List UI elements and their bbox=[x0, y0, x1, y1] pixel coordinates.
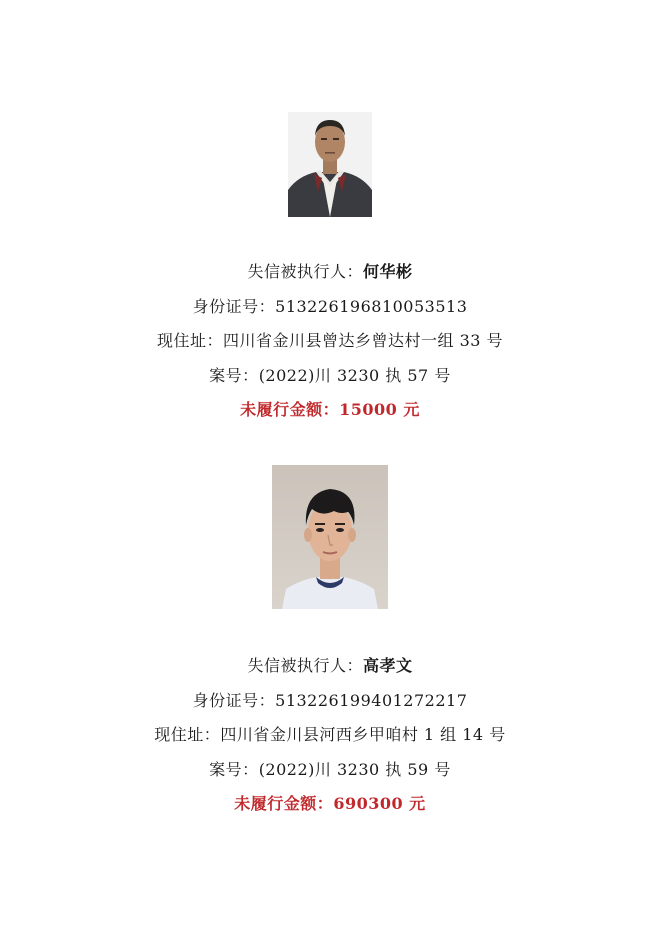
case-number: (2022)川 3230 执 57 号 bbox=[258, 365, 451, 385]
id-number-line bbox=[0, 290, 660, 325]
case-number-line bbox=[0, 753, 660, 788]
debtor-info-2 bbox=[0, 649, 660, 822]
debtor-info-1 bbox=[0, 255, 660, 428]
case-number-line bbox=[0, 359, 660, 394]
debtor-name-line bbox=[0, 255, 660, 290]
debtor-name: 何华彬 bbox=[363, 262, 413, 281]
address-value: 四川省金川县河西乡甲咱村 1 组 14 号 bbox=[220, 725, 506, 744]
case-label: 案号： bbox=[209, 365, 259, 385]
address-line bbox=[0, 718, 660, 753]
debtor-photo-1 bbox=[288, 112, 372, 217]
address-line bbox=[0, 324, 660, 359]
unpaid-amount-line bbox=[0, 393, 660, 428]
amount-label: 未履行金额： bbox=[234, 794, 334, 813]
unpaid-amount: 690300 元 bbox=[333, 794, 426, 813]
debtor-record-1 bbox=[0, 112, 660, 428]
debtor-photo-2 bbox=[272, 465, 388, 609]
debtor-label: 失信被执行人： bbox=[247, 262, 363, 281]
id-label: 身份证号： bbox=[192, 296, 276, 316]
unpaid-amount-line bbox=[0, 787, 660, 822]
debtor-record-2 bbox=[0, 465, 660, 822]
id-number: 513226199401272217 bbox=[275, 690, 468, 710]
debtor-label: 失信被执行人： bbox=[247, 656, 363, 675]
address-value: 四川省金川县曾达乡曾达村一组 33 号 bbox=[222, 331, 504, 350]
id-number: 513226196810053513 bbox=[275, 296, 468, 316]
id-number-line bbox=[0, 684, 660, 719]
case-number: (2022)川 3230 执 59 号 bbox=[258, 759, 451, 779]
address-label: 现住址： bbox=[156, 331, 223, 350]
address-label: 现住址： bbox=[154, 725, 221, 744]
debtor-name: 高孝文 bbox=[363, 656, 413, 675]
debtor-name-line bbox=[0, 649, 660, 684]
amount-label: 未履行金额： bbox=[240, 400, 340, 419]
case-label: 案号： bbox=[209, 759, 259, 779]
id-label: 身份证号： bbox=[192, 690, 276, 710]
unpaid-amount: 15000 元 bbox=[339, 400, 420, 419]
